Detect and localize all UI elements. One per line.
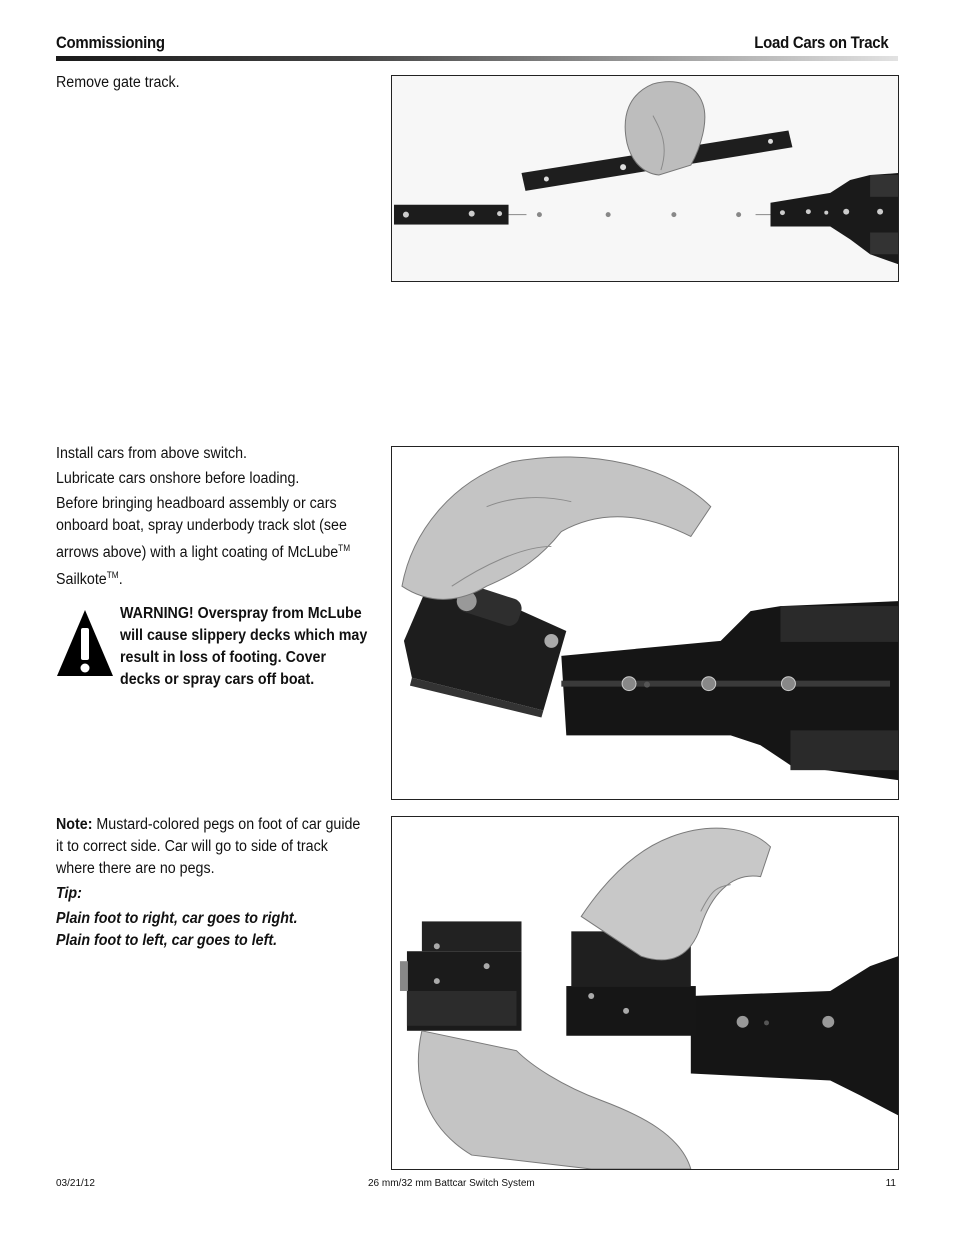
header-rule bbox=[56, 56, 898, 61]
footer-date: 03/21/12 bbox=[56, 1178, 95, 1189]
photo-install-cars bbox=[391, 446, 899, 800]
step2-line1: Install cars from above switch. bbox=[56, 445, 248, 462]
photo-remove-gate-track bbox=[391, 75, 899, 282]
step2-period: . bbox=[118, 571, 123, 589]
trademark-mark-1: TM bbox=[338, 543, 351, 553]
page-topic: Load Cars on Track bbox=[753, 33, 888, 52]
step2-line3 bbox=[56, 493, 369, 591]
trademark-mark-2: TM bbox=[106, 570, 119, 581]
section-title: Commissioning bbox=[56, 33, 165, 52]
spray-instructions: Before bringing headboard assembly or cars onboard boat, spray underbody track slot (see arrows above) with a light coating of McLube bbox=[56, 495, 347, 562]
step2-text-block bbox=[56, 443, 369, 594]
sailkote-name: Sailkote bbox=[56, 571, 107, 589]
note-label: Note: bbox=[56, 816, 93, 833]
footer-page-number: 11 bbox=[885, 1178, 896, 1189]
step2-line2: Lubricate cars onshore before loading. bbox=[56, 470, 300, 487]
note-paragraph bbox=[56, 814, 369, 880]
tip-label: Tip: bbox=[56, 885, 82, 902]
footer-doc-title: 26 mm/32 mm Battcar Switch System bbox=[368, 1178, 535, 1189]
warning-icon bbox=[56, 608, 114, 678]
tip-line-2: Plain foot to left, car goes to left. bbox=[56, 932, 278, 949]
warning-text: WARNING! Overspray from McLube will cause slippery decks which may result in loss of footing. Cover decks or spray cars off boat. bbox=[120, 605, 368, 688]
step1-text: Remove gate track. bbox=[56, 74, 180, 91]
tip-line-1: Plain foot to right, car goes to right. bbox=[56, 910, 298, 927]
photo-car-pegs bbox=[391, 816, 899, 1170]
step3-text-block bbox=[56, 814, 369, 955]
note-text: Mustard-colored pegs on foot of car guide it to correct side. Car will go to side of track where there are no pegs. bbox=[56, 816, 361, 877]
